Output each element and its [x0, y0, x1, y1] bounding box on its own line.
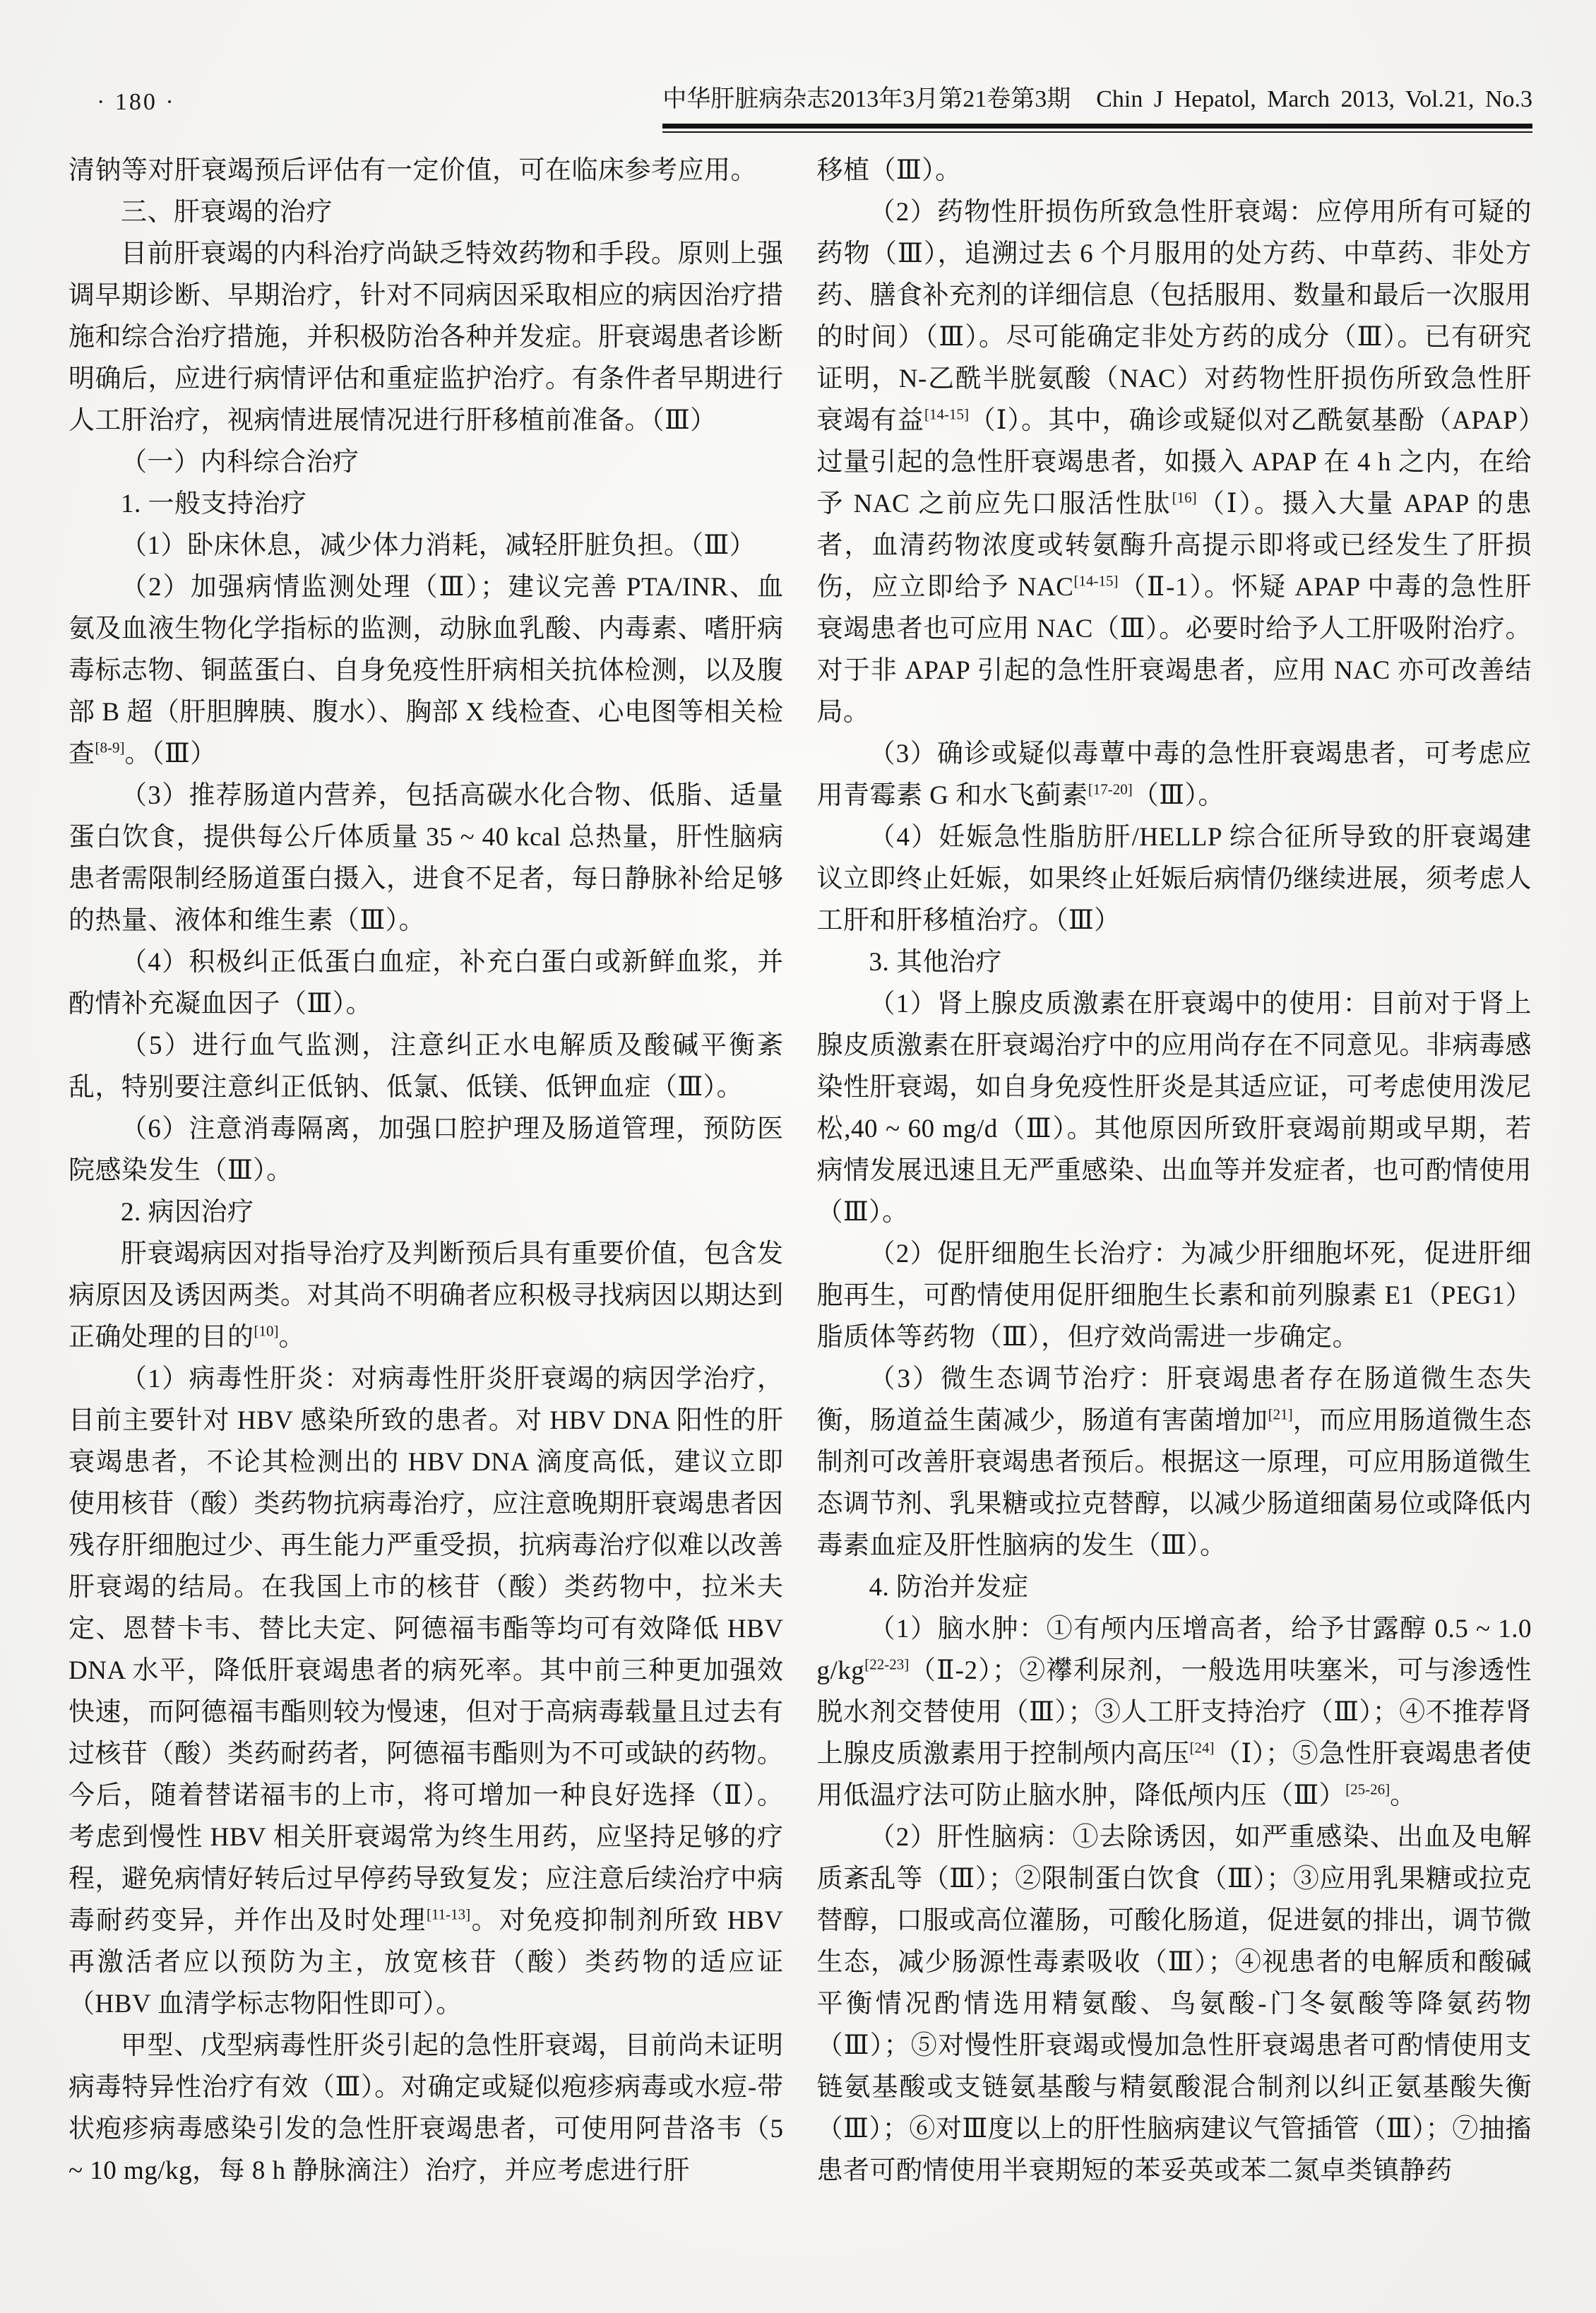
- paragraph: [817, 1233, 1532, 1358]
- paragraph: [69, 2025, 784, 2192]
- header-rule-thick: [662, 124, 1532, 129]
- journal-title-line: [662, 79, 1532, 124]
- citation-ref: [16]: [1172, 489, 1197, 506]
- citation-ref: [10]: [254, 1322, 279, 1340]
- text-run: （4）妊娠急性脂肪肝/HELLP 综合征所导致的肝衰竭建议立即终止妊娠，如果终止妊娠后病情仍继续进展，须考虑人工肝和肝移植治疗。（Ⅲ）: [816, 823, 1532, 935]
- text-run: 2. 病因治疗: [121, 1198, 254, 1227]
- paragraph: [69, 191, 784, 233]
- paragraph: [69, 525, 784, 566]
- text-run: （4）积极纠正低蛋白血症，补充白蛋白或新鲜血浆，并酌情补充凝血因子（Ⅲ）。: [69, 948, 784, 1018]
- text-run: （2）药物性肝损伤所致急性肝衰竭：应停用所有可疑的药物（Ⅲ），追溯过去 6 个月服用的处方药、中草药、非处方药、膳食补充剂的详细信息（包括服用、数量和最后一次服用的时间）（Ⅲ）。尽可能确定非处方药的成分（Ⅲ）。已有研究证明，N-乙酰半胱氨酸（NAC）对药物性肝损伤所致急性肝衰竭有益: [816, 198, 1532, 435]
- paragraph: [69, 1233, 784, 1358]
- text-run: 三、肝衰竭的治疗: [121, 198, 333, 227]
- text-run: 。对免疫抑制剂所致 HBV 再激活者应以预防为主，放宽核苷（酸）类药物的适应证（HBV 血清学标志物阳性即可）。: [69, 1906, 784, 2018]
- text-run: （2）肝性脑病：①去除诱因，如严重感染、出血及电解质紊乱等（Ⅲ）；②限制蛋白饮食（Ⅲ）；③应用乳果糖或拉克替醇，口服或高位灌肠，可酸化肠道，促进氨的排出，调节微生态，减少肠源性毒素吸收（Ⅲ）；④视患者的电解质和酸碱平衡情况酌情选用精氨酸、鸟氨酸-门冬氨酸等降氨药物（Ⅲ）；⑤对慢性肝衰竭或慢加急性肝衰竭患者可酌情使用支链氨基酸或支链氨基酸与精氨酸混合制剂以纠正氨基酸失衡（Ⅲ）；⑥对Ⅲ度以上的肝性脑病建议气管插管（Ⅲ）；⑦抽搐患者可酌情使用半衰期短的苯妥英或苯二氮卓类镇静药: [816, 1823, 1532, 2185]
- paragraph: [69, 1191, 784, 1233]
- text-run: （3）确诊或疑似毒蕈中毒的急性肝衰竭患者，可考虑应用青霉素 G 和水飞蓟素: [816, 739, 1532, 810]
- text-run: （2）加强病情监测处理（Ⅲ）；建议完善 PTA/INR、血氨及血液生物化学指标的监测，动脉血乳酸、内毒素、嗜肝病毒标志物、铜蓝蛋白、自身免疫性肝病相关抗体检测，以及腹部 B 超（肝胆脾胰、腹水）、胸部 X 线检查、心电图等相关检查: [69, 573, 784, 768]
- text-run: 4. 防治并发症: [869, 1573, 1029, 1602]
- citation-ref: [8-9]: [95, 739, 125, 756]
- text-run: （Ⅰ）；⑤急性肝衰竭患者使用低温疗法可防止脑水肿，降低颅内压（Ⅲ）: [816, 1740, 1532, 1810]
- citation-ref: [17-20]: [1088, 780, 1133, 798]
- text-run: （一）内科综合治疗: [121, 448, 359, 477]
- text-run: 移植（Ⅲ）。: [816, 156, 962, 185]
- journal-title-block: [662, 79, 1532, 133]
- citation-ref: [22-23]: [864, 1655, 910, 1673]
- paragraph: [69, 441, 784, 483]
- text-run: （1）病毒性肝炎：对病毒性肝炎肝衰竭的病因学治疗，目前主要针对 HBV 感染所致的患者。对 HBV DNA 阳性的肝衰竭患者，不论其检测出的 HBV DNA 滴度高低，建议立即使用核苷（酸）类药物抗病毒治疗，应注意晚期肝衰竭患者因残存肝细胞过少、再生能力严重受损，抗病毒治疗似难以改善肝衰竭的结局。在我国上市的核苷（酸）类药物中，拉米夫定、恩替卡韦、替比夫定、阿德福韦酯等均可有效降低 HBV DNA 水平，降低肝衰竭患者的病死率。其中前三种更加强效快速，而阿德福韦酯则较为慢速，但对于高病毒载量且过去有过核苷（酸）类药耐药者，阿德福韦酯则为不可或缺的药物。今后，随着替诺福韦的上市，将可增加一种良好选择（Ⅱ）。考虑到慢性 HBV 相关肝衰竭常为终生用药，应坚持足够的疗程，避免病情好转后过早停药导致复发；应注意后续治疗中病毒耐药变异，并作出及时处理: [69, 1364, 784, 1935]
- paragraph: [817, 941, 1532, 983]
- text-run: （Ⅲ）。: [1132, 781, 1225, 810]
- paragraph: [817, 150, 1532, 191]
- paragraph: [69, 233, 784, 441]
- citation-ref: [25-26]: [1345, 1780, 1390, 1798]
- text-run: （1）肾上腺皮质激素在肝衰竭中的使用：目前对于肾上腺皮质激素在肝衰竭治疗中的应用尚存在不同意见。非病毒感染性肝衰竭，如自身免疫性肝炎是其适应证，可考虑使用泼尼松,40 ~ 60 mg/d（Ⅲ）。其他原因所致肝衰竭前期或早期，若病情发展迅速且无严重感染、出血等并发症者，也可酌情使用（Ⅲ）。: [816, 989, 1532, 1227]
- text-run: （5）进行血气监测，注意纠正水电解质及酸碱平衡紊乱，特别要注意纠正低钠、低氯、低镁、低钾血症（Ⅲ）。: [69, 1031, 784, 1102]
- paragraph: [69, 150, 784, 191]
- header-rule-thin: [662, 131, 1532, 133]
- citation-ref: [14-15]: [1073, 572, 1119, 590]
- text-run: （Ⅱ-2）；②襻利尿剂，一般选用呋塞米，可与渗透性脱水剂交替使用（Ⅲ）；③人工肝支持治疗（Ⅲ）；④不推荐肾上腺皮质激素用于控制颅内高压: [816, 1656, 1532, 1768]
- text-run: （2）促肝细胞生长治疗：为减少肝细胞坏死，促进肝细胞再生，可酌情使用促肝细胞生长素和前列腺素 E1（PEG1）脂质体等药物（Ⅲ），但疗效尚需进一步确定。: [816, 1239, 1532, 1352]
- paragraph: [817, 1816, 1532, 2192]
- paragraph: [817, 816, 1532, 941]
- text-run: ，而应用肠道微生态制剂可改善肝衰竭患者预后。根据这一原理，可应用肠道微生态调节剂、乳果糖或拉克替醇，以减少肠道细菌易位或降低内毒素血症及肝性脑病的发生（Ⅲ）。: [816, 1406, 1532, 1560]
- citation-ref: [11-13]: [426, 1905, 471, 1923]
- paragraph: [817, 1358, 1532, 1566]
- text-run: （1）卧床休息，减少体力消耗，减轻肝脏负担。（Ⅲ）: [121, 531, 756, 560]
- article-body: [69, 150, 1532, 2192]
- text-run: 清钠等对肝衰竭预后评估有一定价值，可在临床参考应用。: [69, 156, 757, 185]
- text-run: 。: [1390, 1781, 1417, 1810]
- citation-ref: [21]: [1268, 1405, 1293, 1423]
- paragraph: [69, 483, 784, 525]
- page-number: · 180 ·: [97, 89, 176, 115]
- paragraph: [817, 733, 1532, 816]
- text-run: 目前肝衰竭的内科治疗尚缺乏特效药物和手段。原则上强调早期诊断、早期治疗，针对不同病因采取相应的病因治疗措施和综合治疗措施，并积极防治各种并发症。肝衰竭患者诊断明确后，应进行病情评估和重症监护治疗。有条件者早期进行人工肝治疗，视病情进展情况进行肝移植前准备。（Ⅲ）: [69, 239, 784, 435]
- text-run: （Ⅱ-1）。怀疑 APAP 中毒的急性肝衰竭患者也可应用 NAC（Ⅲ）。必要时给予人工肝吸附治疗。对于非 APAP 引起的急性肝衰竭患者，应用 NAC 亦可改善结局。: [816, 573, 1532, 727]
- paragraph: [69, 941, 784, 1025]
- text-run: （Ⅰ）。其中，确诊或疑似对乙酰氨基酚（APAP）过量引起的急性肝衰竭患者，如摄入 APAP 在 4 h 之内，在给予 NAC 之前应先口服活性肽: [816, 406, 1532, 518]
- paragraph: [69, 1108, 784, 1191]
- text-run: 。: [278, 1323, 305, 1352]
- paragraph: [817, 1608, 1532, 1816]
- journal-title-chinese: 中华肝脏病杂志2013年3月第21卷第3期: [662, 86, 1071, 112]
- paragraph: [817, 983, 1532, 1233]
- text-run: （6）注意消毒隔离，加强口腔护理及肠道管理，预防医院感染发生（Ⅲ）。: [69, 1114, 784, 1185]
- right-column: [817, 150, 1532, 2192]
- paragraph: [69, 566, 784, 775]
- paragraph: [69, 1025, 784, 1108]
- text-run: （1）脑水肿：①有颅内压增高者，给予甘露醇 0.5 ~ 1.0 g/kg: [816, 1615, 1532, 1685]
- text-run: （Ⅰ）。摄入大量 APAP 的患者，血清药物浓度或转氨酶升高提示即将或已经发生了肝损伤，应立即给予 NAC: [816, 489, 1532, 602]
- journal-title-english: Chin J Hepatol, March 2013, Vol.21, No.3: [1096, 86, 1532, 112]
- left-column: [69, 150, 784, 2192]
- text-run: 1. 一般支持治疗: [121, 489, 307, 518]
- paragraph: [817, 1566, 1532, 1608]
- citation-ref: [24]: [1189, 1739, 1215, 1756]
- text-run: 肝衰竭病因对指导治疗及判断预后具有重要价值，包含发病原因及诱因两类。对其尚不明确者应积极寻找病因以期达到正确处理的目的: [69, 1239, 784, 1352]
- paragraph: [69, 775, 784, 941]
- text-run: 3. 其他治疗: [869, 948, 1002, 977]
- text-run: （3）微生态调节治疗：肝衰竭患者存在肠道微生态失衡，肠道益生菌减少，肠道有害菌增加: [816, 1364, 1532, 1435]
- paragraph: [817, 191, 1532, 733]
- text-run: （3）推荐肠道内营养，包括高碳水化合物、低脂、适量蛋白饮食，提供每公斤体质量 35 ~ 40 kcal 总热量，肝性脑病患者需限制经肠道蛋白摄入，进食不足者，每日静脉补给足够的热量、液体和维生素（Ⅲ）。: [69, 781, 784, 935]
- paragraph: [69, 1358, 784, 2025]
- citation-ref: [14-15]: [924, 405, 969, 423]
- text-run: 。（Ⅲ）: [124, 739, 217, 768]
- text-run: 甲型、戊型病毒性肝炎引起的急性肝衰竭，目前尚未证明病毒特异性治疗有效（Ⅲ）。对确定或疑似疱疹病毒或水痘-带状疱疹病毒感染引发的急性肝衰竭患者，可使用阿昔洛韦（5 ~ 10 mg/kg，每 8 h 静脉滴注）治疗，并应考虑进行肝: [69, 2031, 784, 2185]
